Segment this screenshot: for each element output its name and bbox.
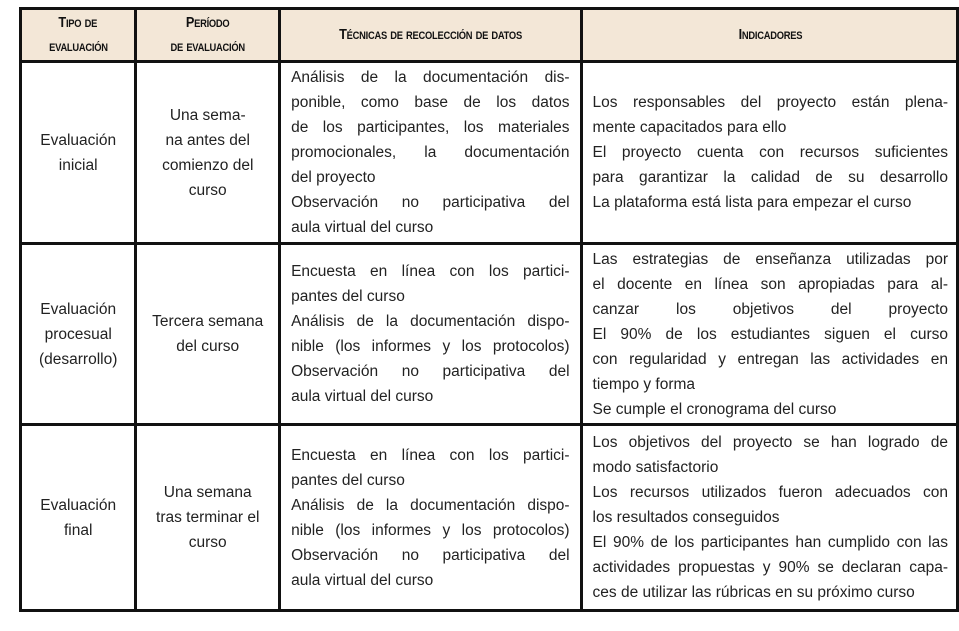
cell-line: mente capacitados para ello <box>592 119 787 136</box>
header-row <box>21 9 958 62</box>
cell-line: (desarrollo) <box>38 350 118 368</box>
cell-line: Observación no participativa del <box>291 363 570 380</box>
cell-line: Evaluación <box>40 131 117 149</box>
cell-line: con regularidad y entregan las actividades en <box>592 350 948 368</box>
cell-line: los resultados conseguidos <box>592 509 780 526</box>
cell-indicadores <box>581 425 957 611</box>
cell-line: pantes del curso <box>291 288 405 305</box>
cell-line: Tercera semana <box>152 313 264 330</box>
cell-line: Los objetivos del proyecto se han logrado de <box>592 434 948 451</box>
cell-indicadores <box>581 62 957 244</box>
table-row <box>21 62 958 244</box>
header-line: evaluación <box>48 38 108 55</box>
cell-line: ponible, como base de los datos <box>291 94 570 111</box>
cell-line: de los participantes, los materiales <box>291 119 570 136</box>
cell-line: inicial <box>58 156 98 174</box>
cell-line: tiempo y forma <box>592 375 696 393</box>
header-line: Período <box>185 14 230 31</box>
cell-line: para garantizar la calidad de su desarrollo <box>592 169 948 186</box>
table-row <box>21 244 958 425</box>
header-tipo <box>21 9 136 62</box>
cell-tecnicas <box>280 425 581 611</box>
evaluation-table <box>19 7 959 612</box>
cell-line: pantes del curso <box>291 471 405 489</box>
cell-line: El 90% de los participantes han cumplido con las <box>592 534 948 551</box>
cell-line: comienzo del <box>162 156 254 174</box>
cell-tipo <box>21 62 136 244</box>
cell-line: na antes del <box>165 131 250 149</box>
cell-tipo <box>21 425 136 611</box>
cell-line: curso <box>188 181 227 199</box>
cell-line: Análisis de la documentación dis- <box>291 69 570 86</box>
cell-line: Los recursos utilizados fueron adecuados con <box>592 484 948 501</box>
cell-line: tras terminar el <box>156 509 260 526</box>
cell-line: Observación no participativa del <box>291 194 570 211</box>
header-line: de evaluación <box>170 38 245 55</box>
cell-line: Evaluación <box>40 496 117 514</box>
cell-line: Una semana <box>163 484 252 501</box>
cell-line: aula virtual del curso <box>291 219 434 236</box>
cell-line: el docente en línea son apropiadas para al- <box>592 275 948 293</box>
cell-tecnicas <box>280 244 581 425</box>
cell-line: promocionales, la documentación <box>291 144 570 161</box>
cell-line: procesual <box>44 325 112 343</box>
cell-line: del proyecto <box>291 169 376 186</box>
cell-line: Evaluación <box>40 300 117 318</box>
cell-line: aula virtual del curso <box>291 388 434 405</box>
header-line: Tipo de <box>58 14 98 31</box>
header-periodo <box>136 9 280 62</box>
cell-line: Observación no participativa del <box>291 546 570 564</box>
cell-line: nible (los informes y los protocolos) <box>291 521 570 539</box>
cell-line: Los responsables del proyecto están plena- <box>592 94 948 111</box>
cell-line: Encuesta en línea con los partici- <box>291 263 570 280</box>
table-row <box>21 425 958 611</box>
cell-line: curso <box>188 534 227 551</box>
cell-tipo <box>21 244 136 425</box>
cell-periodo <box>136 425 280 611</box>
cell-line: Análisis de la documentación dispo- <box>291 496 570 514</box>
cell-tecnicas <box>280 62 581 244</box>
cell-line: modo satisfactorio <box>592 459 719 476</box>
cell-line: La plataforma está lista para empezar el curso <box>592 194 912 211</box>
header-line: Técnicas de recolección de datos <box>338 26 522 43</box>
cell-line: ces de utilizar las rúbricas en su próximo curso <box>592 584 915 601</box>
cell-line: El 90% de los estudiantes siguen el curso <box>592 325 948 343</box>
cell-line: El proyecto cuenta con recursos suficientes <box>592 144 948 161</box>
header-tecnicas <box>280 9 581 62</box>
cell-periodo <box>136 244 280 425</box>
cell-line: Las estrategias de enseñanza utilizadas por <box>592 250 948 268</box>
cell-line: nible (los informes y los protocolos) <box>291 338 570 355</box>
cell-line: actividades propuestas y 90% se declaran capa- <box>592 559 948 576</box>
header-indicadores <box>581 9 957 62</box>
cell-line: Análisis de la documentación dispo- <box>291 313 570 330</box>
header-line: Indicadores <box>738 26 803 43</box>
cell-line: aula virtual del curso <box>291 571 434 589</box>
cell-line: Se cumple el cronograma del curso <box>592 400 837 418</box>
cell-periodo <box>136 62 280 244</box>
cell-line: final <box>63 521 93 539</box>
cell-line: canzar los objetivos del proyecto <box>592 300 948 318</box>
cell-line: Encuesta en línea con los partici- <box>291 446 570 464</box>
cell-line: Una sema- <box>169 106 246 124</box>
cell-line: del curso <box>176 338 240 355</box>
cell-indicadores <box>581 244 957 425</box>
